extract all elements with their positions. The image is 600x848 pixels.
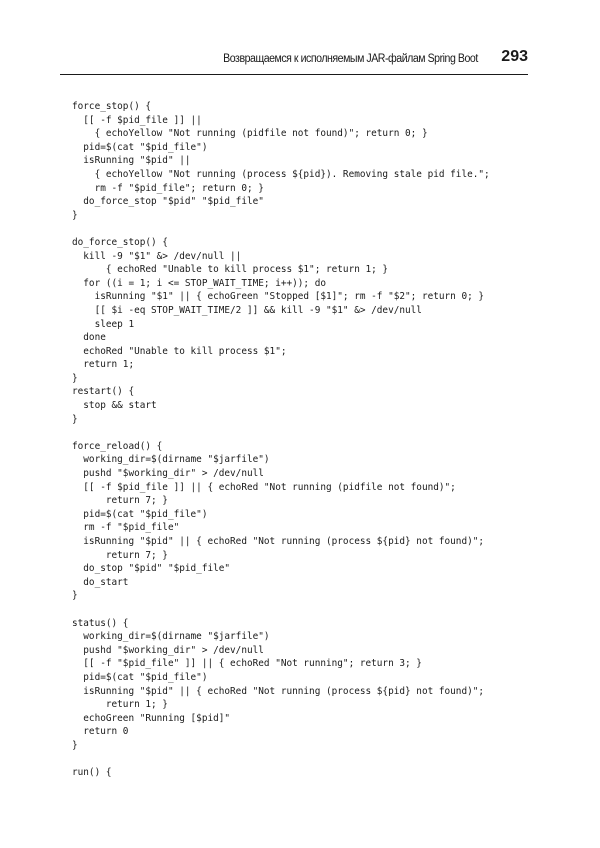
code-line: working_dir=$(dirname "$jarfile") [72, 631, 270, 643]
code-line: rm -f "$pid_file" [72, 522, 180, 534]
code-line: kill -9 "$1" &> /dev/null || [72, 250, 242, 262]
code-line: pid=$(cat "$pid_file") [72, 141, 208, 153]
code-line: force_reload() { [72, 440, 163, 452]
code-line: return 1; [72, 359, 135, 371]
code-line: [[ -f "$pid_file" ]] || { echoRed "Not running"; return 3; } [72, 658, 422, 670]
code-listing [72, 100, 532, 780]
code-line: do_start [72, 576, 129, 588]
code-line: rm -f "$pid_file"; return 0; } [72, 182, 264, 194]
code-line: return 7; } [72, 495, 168, 507]
code-line [72, 753, 532, 767]
code-line: force_stop() { [72, 101, 152, 112]
running-head: Возвращаемся к исполняемым JAR-файлам Spring Boot [223, 53, 478, 65]
code-line: pushd "$working_dir" > /dev/null [72, 468, 264, 480]
code-line [72, 222, 532, 236]
code-line: run() { [72, 767, 112, 779]
code-line: do_force_stop() { [72, 236, 168, 248]
code-line: pid=$(cat "$pid_file") [72, 508, 208, 520]
page-number: 293 [501, 48, 528, 65]
code-line: status() { [72, 617, 129, 629]
code-line: { echoYellow "Not running (process ${pid}). Removing stale pid file."; [72, 168, 490, 180]
code-line: isRunning "$pid" || { echoRed "Not running (process ${pid} not found)"; [72, 536, 485, 547]
code-line: do_force_stop "$pid" "$pid_file" [72, 196, 264, 208]
code-line: do_stop "$pid" "$pid_file" [72, 563, 231, 575]
code-line: stop && start [72, 400, 157, 412]
code-line: isRunning "$pid" || [72, 155, 191, 167]
code-line: { echoRed "Unable to kill process $1"; return 1; } [72, 264, 389, 276]
code-line: [[ $i -eq STOP_WAIT_TIME/2 ]] && kill -9 "$1" &> /dev/null [72, 304, 422, 316]
code-line: pushd "$working_dir" > /dev/null [72, 644, 264, 656]
code-line: working_dir=$(dirname "$jarfile") [72, 454, 270, 466]
code-line: isRunning "$pid" || { echoRed "Not running (process ${pid} not found)"; [72, 685, 485, 697]
code-line: done [72, 332, 106, 344]
code-line: } [72, 739, 78, 751]
code-line: sleep 1 [72, 318, 135, 330]
code-line: } [72, 590, 78, 602]
code-line: echoGreen "Running [$pid]" [72, 712, 231, 724]
code-line: { echoYellow "Not running (pidfile not found)"; return 0; } [72, 128, 428, 140]
code-line: echoRed "Unable to kill process $1"; [72, 345, 287, 357]
code-line: } [72, 209, 78, 221]
code-line: return 0 [72, 726, 129, 738]
code-line: } [72, 413, 78, 425]
code-line [72, 603, 532, 617]
code-line: [[ -f $pid_file ]] || { echoRed "Not running (pidfile not found)"; [72, 481, 456, 493]
code-line: restart() { [72, 386, 135, 398]
code-line: return 1; } [72, 699, 168, 711]
page-header [60, 48, 528, 75]
code-line [72, 426, 532, 440]
code-line: } [72, 372, 78, 384]
code-line: [[ -f $pid_file ]] || [72, 114, 202, 126]
code-line: pid=$(cat "$pid_file") [72, 671, 208, 683]
code-line: isRunning "$1" || { echoGreen "Stopped [$1]"; rm -f "$2"; return 0; } [72, 291, 485, 303]
code-line: return 7; } [72, 549, 168, 561]
code-line: for ((i = 1; i <= STOP_WAIT_TIME; i++)); do [72, 277, 326, 289]
